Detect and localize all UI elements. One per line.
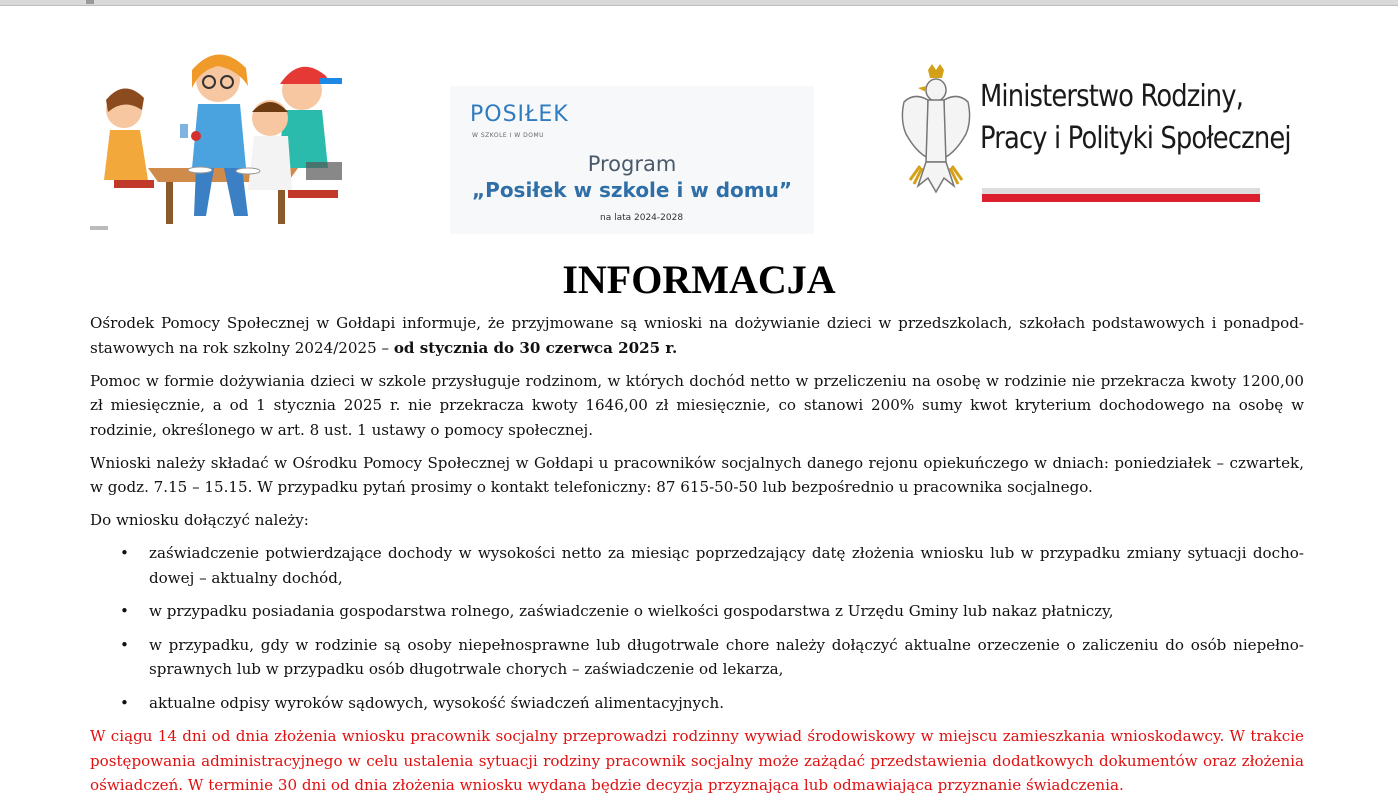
bullet-icon: • (120, 544, 129, 562)
posilek-logo: POSIŁEK (470, 102, 569, 127)
intro-text: Ośrodek Pomocy Społecznej w Gołdapi informuje, że przyjmowane są wnioski na dożywianie dzieci w przedszkolach, szkołach podstawowych i ponadpodstawowych na rok szkolny 2024/2025 – (90, 314, 1304, 357)
bullet-icon: • (120, 602, 129, 620)
ministry-name-line-2: Pracy i Polityki Społecznej (980, 121, 1291, 156)
ministry-name (980, 76, 1291, 160)
list-item (90, 599, 1304, 624)
program-label: Program (587, 152, 677, 176)
list-item-text: w przypadku, gdy w rodzinie są osoby niepełnosprawne lub długotrwale chore należy dołączyć aktualne orzeczenie o zaliczeniu do osób niepełnosprawnych lub w przypadku osób długotrwale chorych – zaświadczenie od lekarza, (149, 635, 1304, 678)
ministry-logo (898, 62, 1291, 206)
white-eagle-emblem-icon (898, 62, 974, 202)
program-years: na lata 2024-2028 (600, 213, 684, 223)
program-title: „Posiłek w szkole i w domu” (472, 178, 792, 202)
posilek-logo-subtitle: W SZKOLE I W DOMU (472, 132, 545, 139)
program-banner (450, 86, 814, 234)
list-item-text: aktualne odpisy wyroków sądowych, wysokość świadczeń alimentacyjnych. (149, 693, 725, 712)
document-body[interactable] (90, 311, 1304, 798)
flag-red-stripe (982, 194, 1260, 202)
document-title: INFORMACJA (562, 257, 836, 302)
procedure-notice-paragraph: W ciągu 14 dni od dnia złożenia wniosku pracownik socjalny przeprowadzi rodzinny wywiad środowiskowy w miejscu zamieszkania wnioskodawcy. W trakcie postępowania administracyjnego w celu ustalenia sytuacji rodziny pracownik socjalny może zażądać przedstawienia dodatkowych dokumentów oraz złożenia oświadczeń. W terminie 30 dni od dnia złożenia wniosku wydana będzie decyzja przyznająca lub odmawiająca przyznanie świadczenia. (90, 727, 1304, 794)
children-eating-illustration (88, 40, 348, 234)
intro-deadline: od stycznia do 30 czerwca 2025 r. (393, 338, 678, 357)
bullet-icon: • (120, 635, 129, 654)
list-item (90, 691, 1304, 716)
horizontal-ruler[interactable] (0, 0, 1398, 6)
eligibility-paragraph: Pomoc w formie dożywiania dzieci w szkole przysługuje rodzinom, w których dochód netto w przeliczeniu na osobę w rodzinie nie przekracza kwoty 1200,00 zł miesięcznie, a od 1 stycznia 2025 r. nie przekracza kwoty 1646,00 zł miesięcznie, co stanowi 200% sumy kwot kryterium dochodowego na osobę w rodzinie, określonego w art. 8 ust. 1 ustawy o pomocy społecznej. (90, 371, 1304, 439)
list-item-text: zaświadczenie potwierdzające dochody w wysokości netto za miesiąc poprzedzający datę złożenia wniosku lub w przypadku zmiany sytuacji dochodowej – aktualny dochód, (149, 544, 1304, 587)
ruler-indent-marker[interactable] (86, 0, 94, 4)
submission-paragraph: Wnioski należy składać w Ośrodku Pomocy Społecznej w Gołdapi u pracowników socjalnych danego rejonu opiekuńczego w dniach: poniedziałek – czwartek, w godz. 7.15 – 15.15. W przypadku pytań prosimy o kontakt telefoniczny: 87 615-50-50 lub bezpośrednio u pracownika socjalnego. (90, 453, 1304, 496)
list-item (90, 633, 1304, 682)
bullet-icon: • (120, 693, 129, 712)
ministry-name-line-1: Ministerstwo Rodziny, (980, 79, 1244, 114)
list-item (90, 541, 1304, 590)
intro-paragraph (90, 311, 1304, 360)
list-item-text: w przypadku posiadania gospodarstwa rolnego, zaświadczenie o wielkości gospodarstwa z Urzędu Gminy lub nakaz płatniczy, (149, 602, 1114, 620)
requirements-list (90, 541, 1304, 715)
attachments-heading: Do wniosku dołączyć należy: (90, 511, 309, 529)
